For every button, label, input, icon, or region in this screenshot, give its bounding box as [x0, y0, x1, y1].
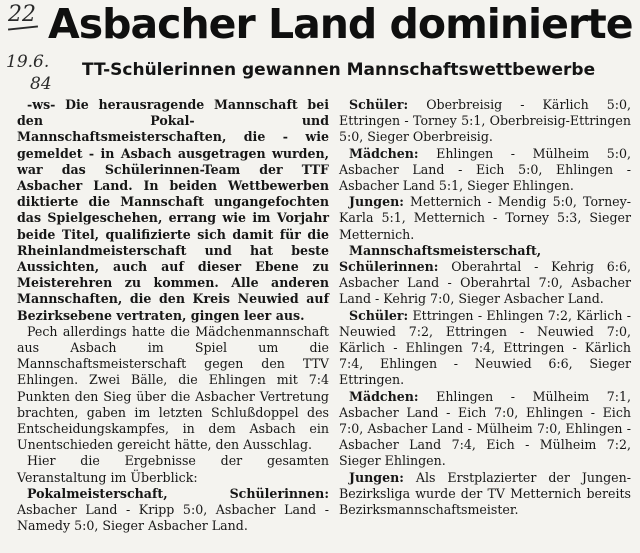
- result-paragraph: [339, 308, 631, 389]
- result-text: Metternich - Mendig 5:0, Torney-Karla 5:1, Metternich - Torney 5:3, Sieger Metternich.: [339, 194, 631, 242]
- result-text: Ehlingen - Mülheim 7:1, Asbacher Land - Eich 7:0, Ehlingen - Eich 7:0, Asbacher Land - Mülheim 7:0, Ehlingen - Asbacher Land 7:4, Eich - Mülheim 7:2, Sieger Ehlingen.: [339, 388, 631, 469]
- handwritten-date-year: 84: [30, 74, 52, 94]
- result-paragraph: [339, 97, 631, 146]
- result-text: Oberahrtal - Kehrig 6:6, Asbacher Land - Oberahrtal 7:0, Asbacher Land - Kehrig 7:0, Sieger Asbacher Land.: [339, 259, 631, 307]
- result-text: Als Erstplazierter der Jungen-Bezirksliga wurde der TV Metternich bereits Bezirksmannschaftsmeister.: [339, 469, 631, 518]
- body-paragraph: Hier die Ergebnisse der gesamten Veranstaltung im Überblick:: [17, 453, 329, 485]
- result-paragraph: [339, 243, 631, 308]
- result-text: Asbacher Land - Kripp 5:0, Asbacher Land - Namedy 5:0, Sieger Asbacher Land.: [17, 502, 329, 534]
- result-label: Mädchen:: [349, 388, 419, 404]
- result-label: Mannschaftsmeisterschaft, Schülerinnen:: [339, 242, 542, 275]
- result-paragraph: [339, 470, 631, 519]
- result-label: Mädchen:: [349, 145, 419, 161]
- result-text: Oberbreisig - Kärlich 5:0, Ettringen - Torney 5:1, Oberbreisig-Ettringen 5:0, Sieger Oberbreisig.: [339, 97, 631, 145]
- handwritten-date-day: 19.6.: [6, 52, 50, 72]
- result-label: Schüler:: [349, 97, 409, 112]
- right-column: [339, 97, 631, 518]
- result-label: Jungen:: [349, 469, 404, 485]
- result-label: Jungen:: [349, 194, 404, 210]
- result-paragraph: [17, 486, 329, 535]
- body-paragraph: Pech allerdings hatte die Mädchenmannschaft aus Asbach im Spiel um die Mannschaftsmeisterschaft gegen den TTV Ehlingen. Zwei Bälle, die Ehlingen mit 7:4 Punkten den Sieg über die Asbacher Vertretung brachten, gaben im letzten Schlußdoppel des Entscheidungskampfes, in dem Asbach ein Unentschieden gereicht hätte, den Ausschlag.: [17, 323, 329, 453]
- handwritten-page-number: 22: [8, 2, 36, 27]
- result-paragraph: [339, 194, 631, 243]
- result-paragraph: [339, 389, 631, 470]
- result-text: Ehlingen - Mülheim 5:0, Asbacher Land - Eich 5:0, Ehlingen - Asbacher Land 5:1, Sieger Ehlingen.: [339, 145, 631, 194]
- article-subheadline: TT-Schülerinnen gewannen Mannschaftswettbewerbe: [82, 60, 596, 80]
- result-label: Pokalmeisterschaft, Schülerinnen:: [27, 485, 329, 501]
- intro-paragraph: -ws- Die herausragende Mannschaft bei den Pokal- und Mannschaftsmeisterschaften, die - wie gemeldet - in Asbach ausgetragen wurden, war das Schülerinnen-Team der TTF Asbacher Land. In beiden Wettbewerben diktierte die Mannschaft ungangefochten das Spielgeschehen, errang wie im Vorjahr beide Titel, qualifizierte sich damit für die Rheinlandmeisterschaft und hat beste Aussichten, auch auf dieser Ebene zu Meisterehren zu kommen. Alle anderen Mannschaften, die den Kreis Neuwied auf Bezirksebene vertraten, gingen leer aus.: [17, 97, 329, 323]
- result-text: Ettringen - Ehlingen 7:2, Kärlich - Neuwied 7:2, Ettringen - Neuwied 7:0, Kärlich - Ehlingen 7:4, Ettringen - Kärlich 7:4, Ehlingen - Neuwied 6:6, Sieger Ettringen.: [339, 307, 631, 388]
- left-column: [17, 97, 329, 534]
- result-label: Schüler:: [349, 307, 409, 323]
- result-paragraph: [339, 146, 631, 195]
- article-headline: Asbacher Land dominierte: [48, 0, 633, 48]
